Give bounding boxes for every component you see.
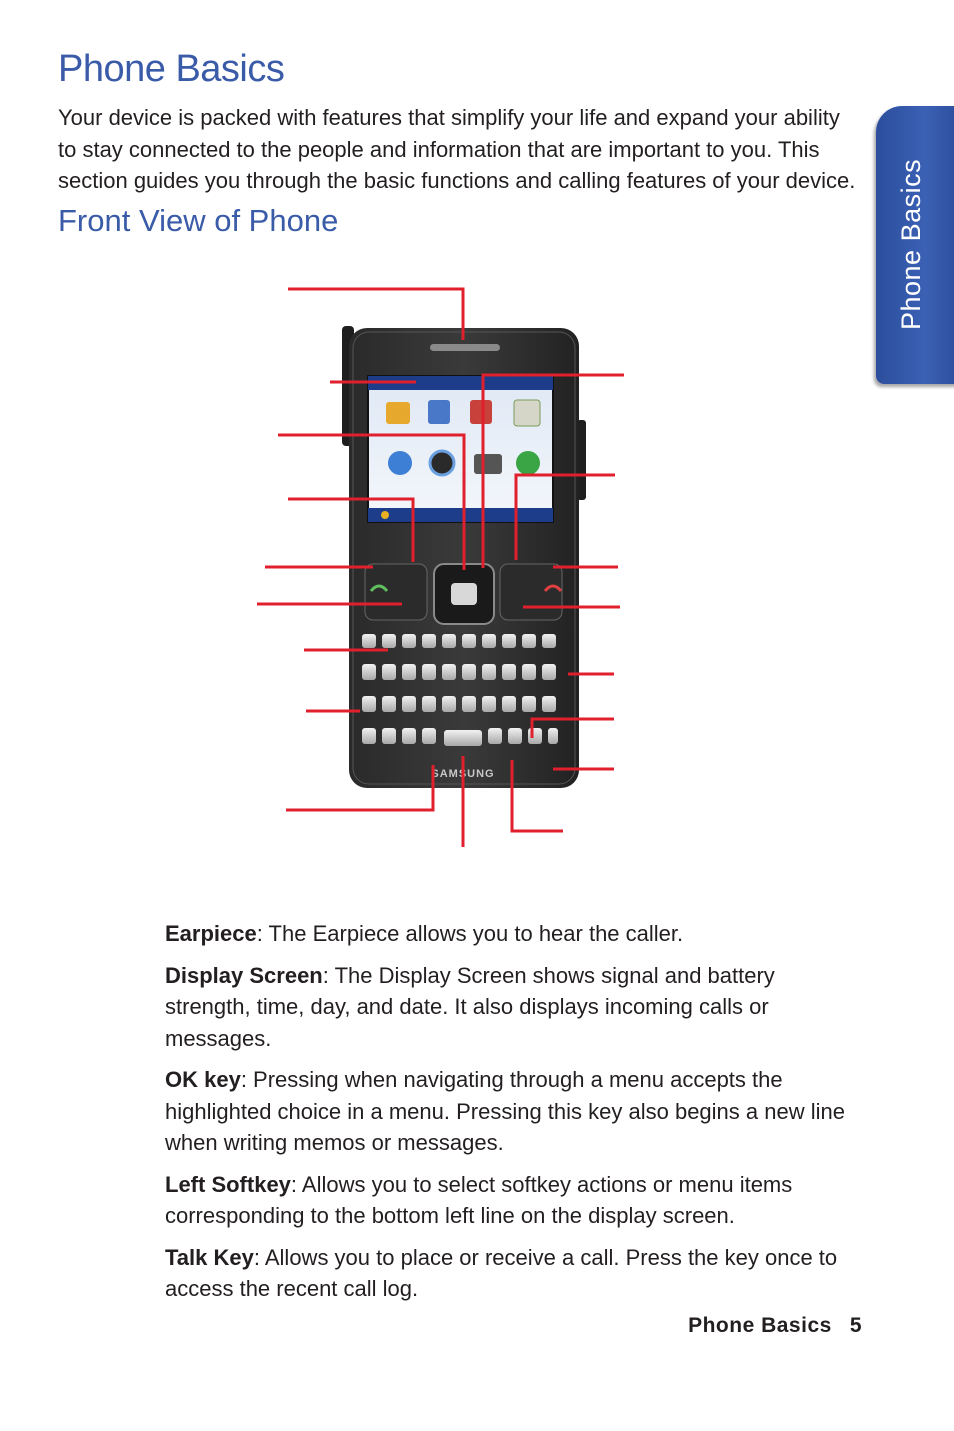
definition-ok-key xyxy=(165,1064,865,1159)
earpiece-slot xyxy=(430,344,500,351)
term-description: : Allows you to select softkey actions or menu items corresponding to the bottom left line on the display screen. xyxy=(165,1171,793,1228)
brand-logo: SAMSUNG xyxy=(431,768,495,780)
definition-earpiece xyxy=(165,918,865,950)
term-description: : The Display Screen shows signal and battery strength, time, day, and date. It also displays incoming calls or messages. xyxy=(165,962,775,1051)
term: Talk Key xyxy=(165,1244,254,1270)
definition-left-softkey xyxy=(165,1169,865,1232)
term: Earpiece xyxy=(165,921,257,946)
definitions-list xyxy=(165,918,865,1315)
page-number: 5 xyxy=(849,1314,862,1337)
side-tab-label: Phone Basics xyxy=(896,158,926,330)
term: Left Softkey xyxy=(165,1171,291,1197)
term-description: : The Earpiece allows you to hear the caller. xyxy=(256,921,684,946)
page-title: Phone Basics xyxy=(58,48,285,90)
intro-paragraph: Your device is packed with features that simplify your life and expand your ability to stay connected to the people and information that are important to you. This section guides you through the basic functions and calling features of your device. xyxy=(58,105,856,193)
term: Display Screen xyxy=(165,962,323,988)
section-subtitle: Front View of Phone xyxy=(58,203,339,238)
term-description: : Pressing when navigating through a menu accepts the highlighted choice in a menu. Pressing this key also begins a new line when writing memos or messages. xyxy=(165,1067,845,1155)
phone-front-view-figure xyxy=(0,250,954,870)
page-footer xyxy=(688,1314,862,1338)
navigation-key-row xyxy=(365,564,562,624)
footer-section: Phone Basics xyxy=(688,1314,832,1337)
definition-display-screen xyxy=(165,960,865,1055)
definition-talk-key xyxy=(165,1242,865,1305)
term-description: : Allows you to place or receive a call. Press the key once to access the recent call log. xyxy=(165,1244,838,1301)
term: OK key xyxy=(165,1067,241,1092)
